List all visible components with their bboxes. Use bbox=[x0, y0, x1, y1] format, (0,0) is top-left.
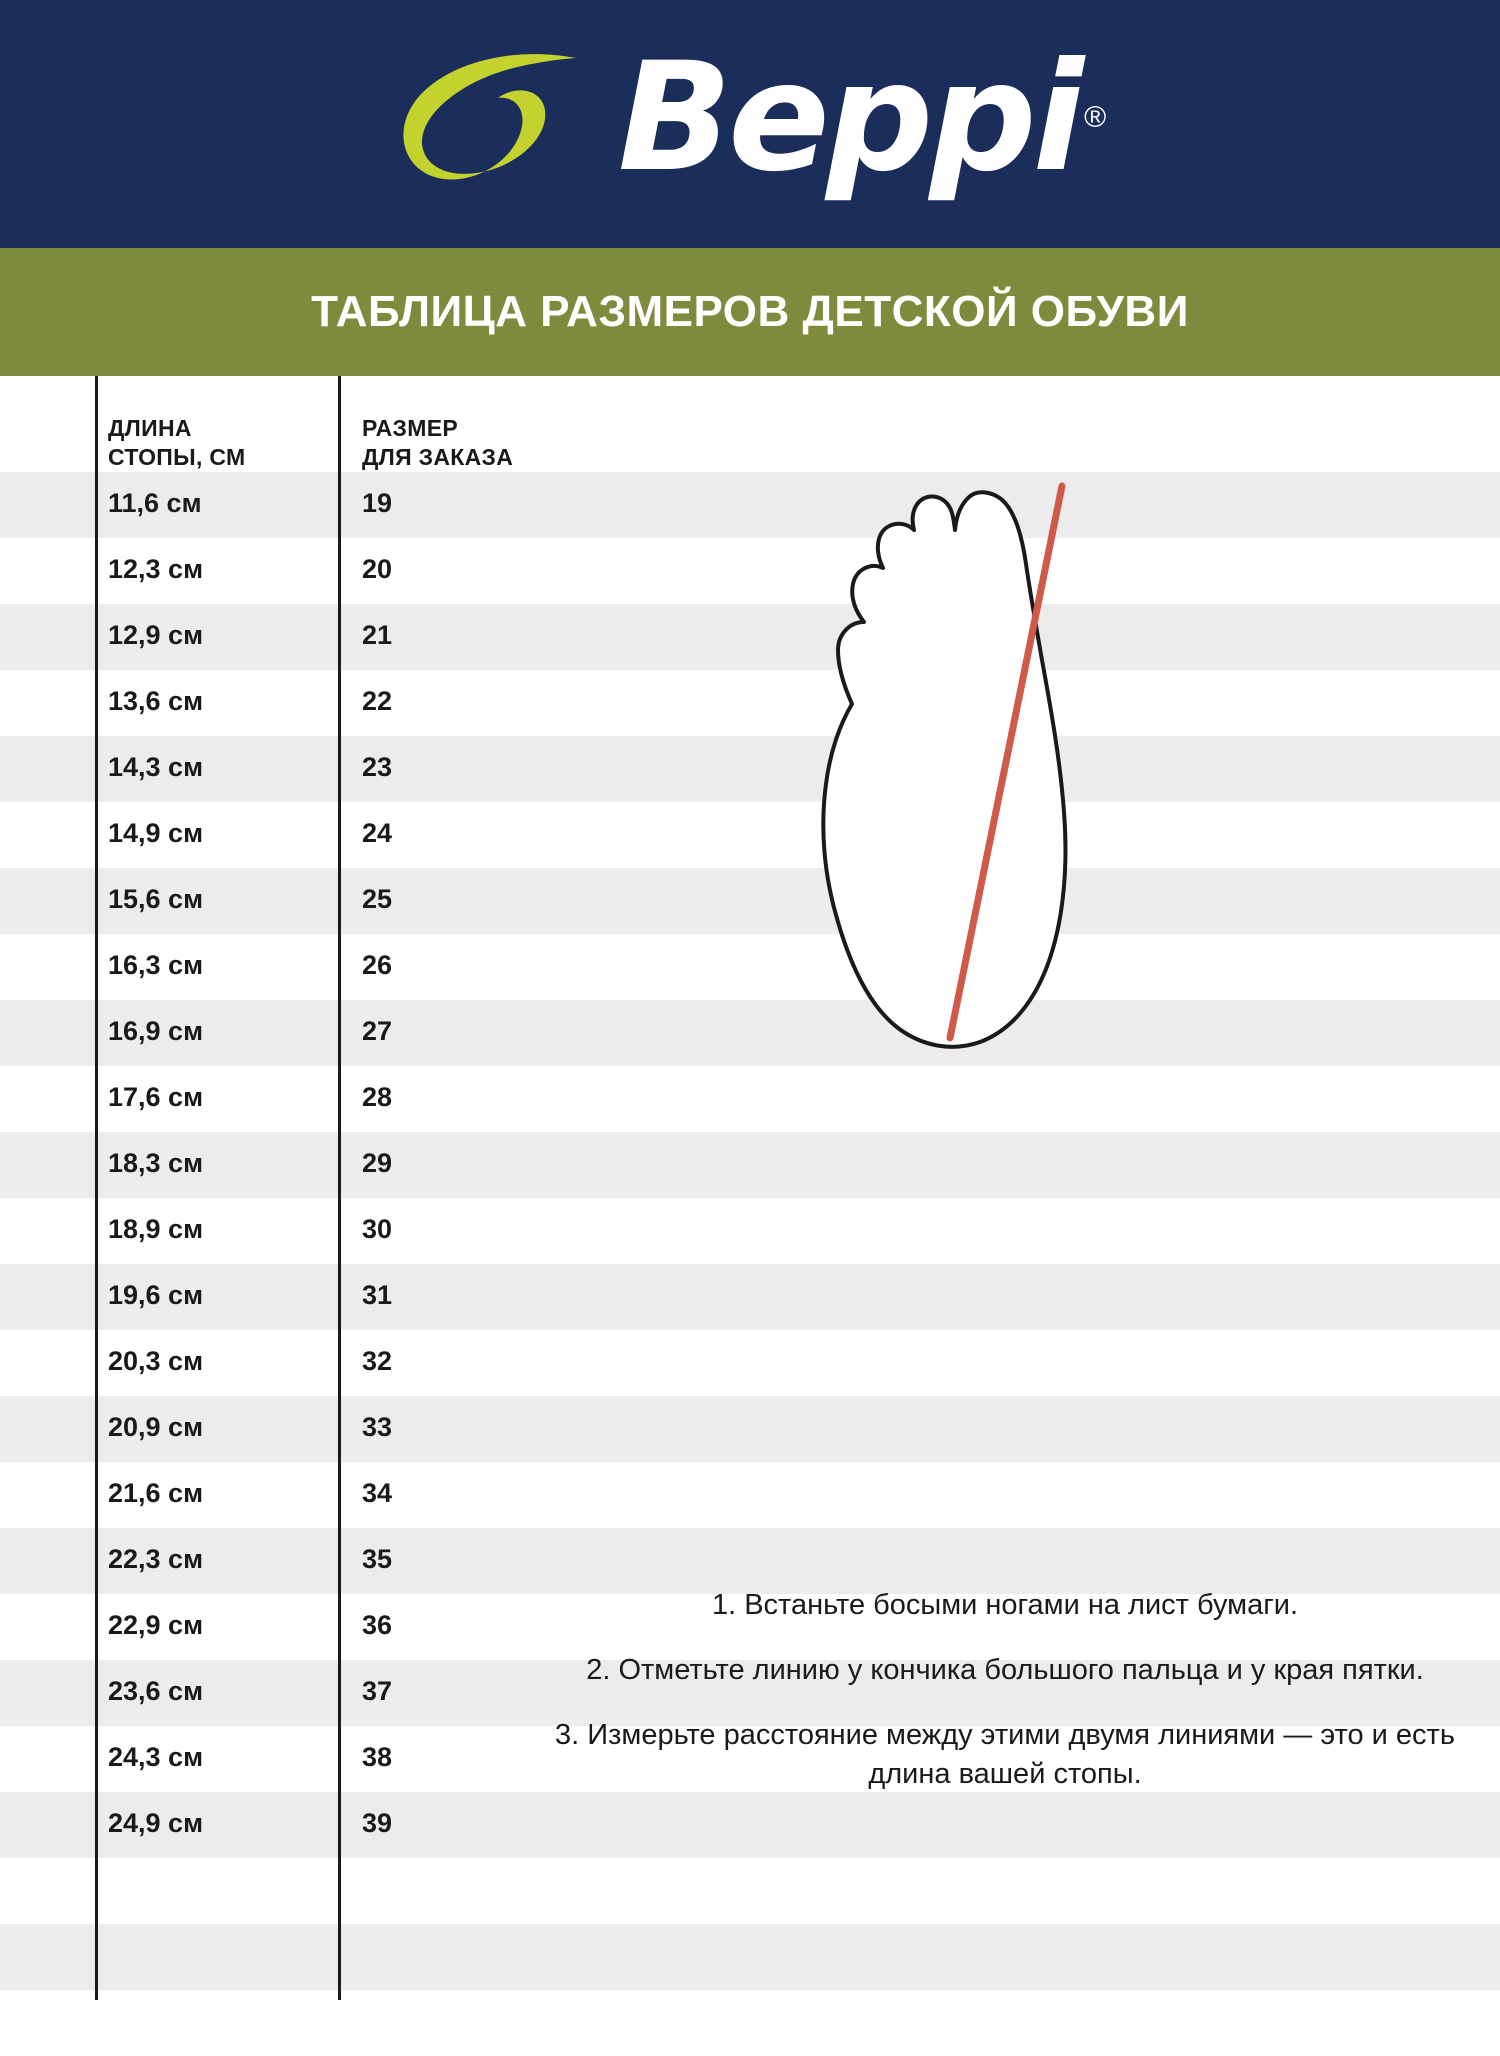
cell-foot-length: 11,6 см bbox=[108, 488, 202, 518]
cell-order-size: 22 bbox=[362, 686, 393, 716]
cell-foot-length: 22,3 см bbox=[108, 1544, 204, 1574]
cell-order-size: 39 bbox=[362, 1808, 393, 1838]
table-row bbox=[0, 1000, 1500, 1066]
swoosh-icon bbox=[394, 48, 604, 188]
table-row bbox=[0, 1330, 1500, 1396]
registered-mark: ® bbox=[1084, 101, 1107, 134]
cell-order-size: 25 bbox=[362, 884, 393, 914]
table-row bbox=[0, 868, 1500, 934]
table-row bbox=[0, 1132, 1500, 1198]
cell-foot-length: 16,9 см bbox=[108, 1016, 204, 1046]
cell-order-size: 34 bbox=[362, 1478, 393, 1508]
column-header-size bbox=[362, 414, 513, 472]
content-area bbox=[0, 376, 1500, 2000]
cell-order-size: 24 bbox=[362, 818, 393, 848]
instruction-step: 1. Встаньте босыми ногами на лист бумаги. bbox=[711, 1589, 1299, 1621]
table-row bbox=[0, 1396, 1500, 1462]
table-row bbox=[0, 1924, 1500, 1990]
instruction-step: 3. Измерьте расстояние между этими двумя линиями — это и есть длина вашей стопы. bbox=[555, 1719, 1455, 1791]
table-row bbox=[0, 1264, 1500, 1330]
cell-order-size: 35 bbox=[362, 1544, 393, 1574]
cell-order-size: 36 bbox=[362, 1610, 393, 1640]
cell-order-size: 37 bbox=[362, 1676, 393, 1706]
column-header-length-line1: ДЛИНА bbox=[108, 415, 192, 441]
table-row bbox=[0, 802, 1500, 868]
cell-foot-length: 18,3 см bbox=[108, 1148, 204, 1178]
cell-foot-length: 13,6 см bbox=[108, 686, 204, 716]
cell-order-size: 26 bbox=[362, 950, 393, 980]
cell-order-size: 21 bbox=[362, 620, 393, 650]
table-row bbox=[0, 472, 1500, 538]
cell-foot-length: 18,9 см bbox=[108, 1214, 204, 1244]
table-row bbox=[0, 1462, 1500, 1528]
instructions-block bbox=[540, 1586, 1470, 1821]
cell-foot-length: 22,9 см bbox=[108, 1610, 204, 1640]
cell-foot-length: 20,3 см bbox=[108, 1346, 204, 1376]
cell-foot-length: 14,3 см bbox=[108, 752, 204, 782]
brand-logo bbox=[394, 31, 1107, 205]
table-row bbox=[0, 1528, 1500, 1594]
cell-foot-length: 15,6 см bbox=[108, 884, 204, 914]
column-header-length bbox=[108, 414, 245, 472]
brand-header bbox=[0, 0, 1500, 248]
cell-order-size: 31 bbox=[362, 1280, 393, 1310]
column-header-size-line1: РАЗМЕР bbox=[362, 415, 458, 441]
table-row bbox=[0, 1858, 1500, 1924]
cell-order-size: 23 bbox=[362, 752, 393, 782]
cell-order-size: 29 bbox=[362, 1148, 393, 1178]
foot-illustration bbox=[800, 472, 1130, 1132]
cell-foot-length: 23,6 см bbox=[108, 1676, 204, 1706]
cell-foot-length: 19,6 см bbox=[108, 1280, 204, 1310]
table-row bbox=[0, 1198, 1500, 1264]
column-header-size-line2: ДЛЯ ЗАКАЗА bbox=[362, 443, 514, 470]
cell-foot-length: 24,3 см bbox=[108, 1742, 204, 1772]
table-row bbox=[0, 670, 1500, 736]
table-row bbox=[0, 934, 1500, 1000]
cell-foot-length: 12,9 см bbox=[108, 620, 204, 650]
cell-foot-length: 20,9 см bbox=[108, 1412, 204, 1442]
cell-order-size: 20 bbox=[362, 554, 393, 584]
page-title: ТАБЛИЦА РАЗМЕРОВ ДЕТСКОЙ ОБУВИ bbox=[311, 287, 1189, 336]
cell-foot-length: 17,6 см bbox=[108, 1082, 204, 1112]
cell-order-size: 33 bbox=[362, 1412, 393, 1442]
cell-order-size: 27 bbox=[362, 1016, 393, 1046]
cell-foot-length: 21,6 см bbox=[108, 1478, 204, 1508]
page-title-band bbox=[0, 248, 1500, 376]
column-header-length-line2: СТОПЫ, СМ bbox=[108, 443, 246, 470]
brand-name: Beppi bbox=[617, 31, 1081, 205]
cell-foot-length: 14,9 см bbox=[108, 818, 204, 848]
cell-order-size: 19 bbox=[362, 488, 393, 518]
table-row bbox=[0, 736, 1500, 802]
table-header bbox=[0, 376, 1500, 472]
cell-order-size: 32 bbox=[362, 1346, 393, 1376]
table-row bbox=[0, 604, 1500, 670]
cell-order-size: 38 bbox=[362, 1742, 393, 1772]
cell-foot-length: 12,3 см bbox=[108, 554, 204, 584]
cell-order-size: 30 bbox=[362, 1214, 393, 1244]
table-row bbox=[0, 1066, 1500, 1132]
cell-foot-length: 24,9 см bbox=[108, 1808, 204, 1838]
table-row bbox=[0, 538, 1500, 604]
instruction-step: 2. Отметьте линию у кончика большого пальца и у края пятки. bbox=[586, 1654, 1424, 1687]
cell-order-size: 28 bbox=[362, 1082, 393, 1112]
cell-foot-length: 16,3 см bbox=[108, 950, 204, 980]
